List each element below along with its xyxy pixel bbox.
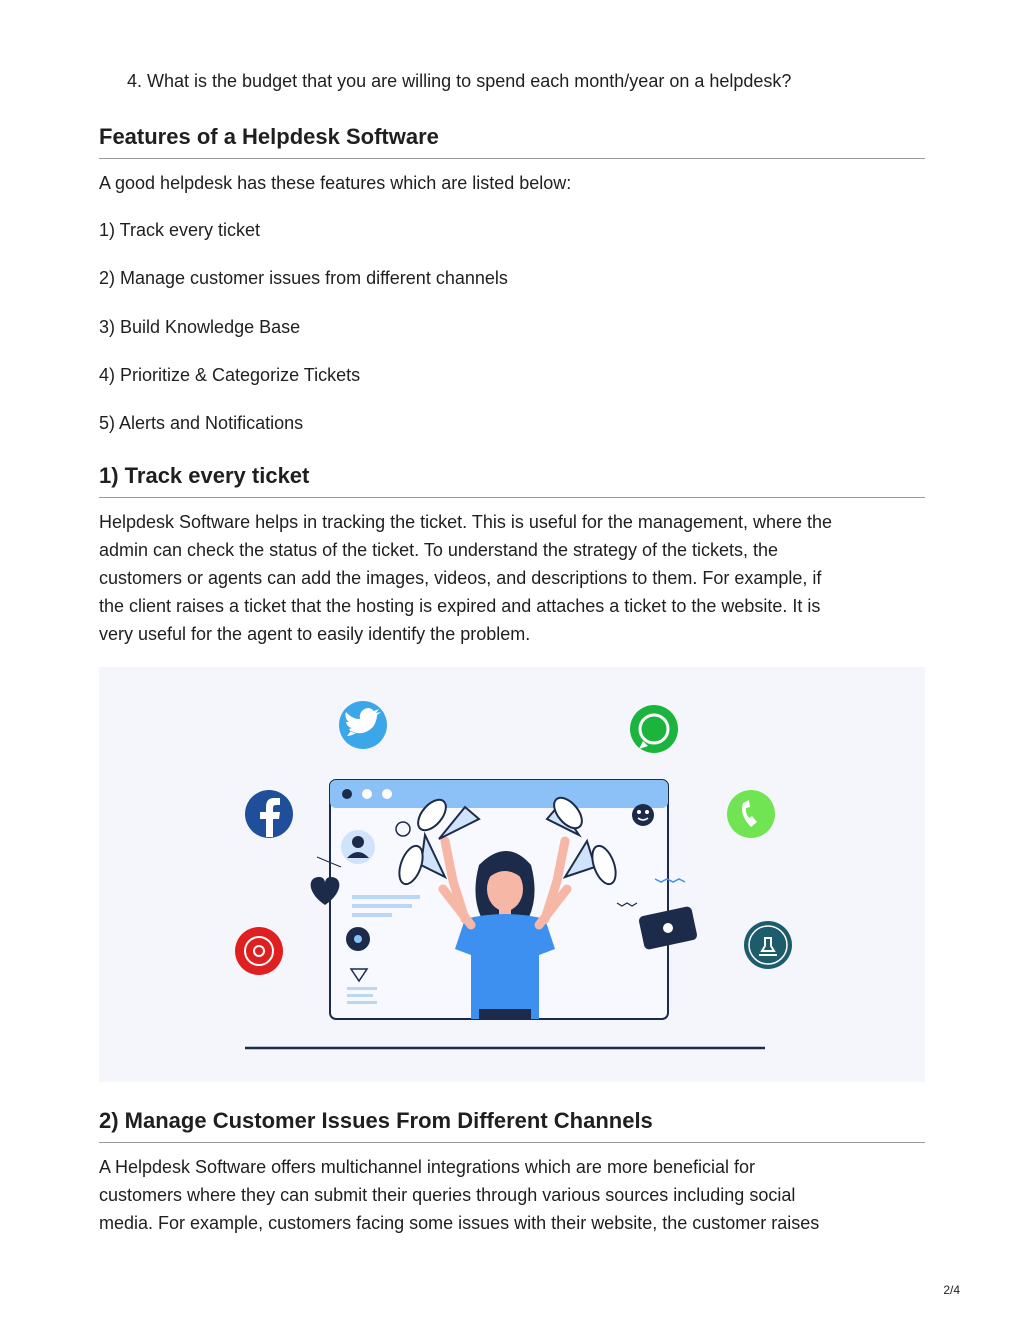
multichannel-illustration [99,667,925,1082]
question-4: 4. What is the budget that you are willing to spend each month/year on a helpdesk? [127,71,792,91]
window-dot [342,789,352,799]
section1-line: customers or agents can add the images, videos, and descriptions to them. For example, if [99,568,822,588]
section1-line: admin can check the status of the ticket. To understand the strategy of the tickets, the [99,540,779,560]
facebook-icon [245,790,293,838]
twitter-icon [339,701,387,749]
section2-line: media. For example, customers facing some issues with their website, the customer raises [99,1213,820,1233]
section1-paragraph [99,508,925,648]
feature-item-3: 3) Build Knowledge Base [99,317,301,337]
camera-icon [346,927,370,951]
features-heading: Features of a Helpdesk Software [99,124,925,159]
features-lead: A good helpdesk has these features which are listed below: [99,173,572,193]
section1-line: very useful for the agent to easily identify the problem. [99,624,531,644]
browser-titlebar [330,780,668,808]
feature-item-1: 1) Track every ticket [99,220,261,240]
section2-paragraph [99,1153,925,1237]
section1-line: the client raises a ticket that the hosting is expired and attaches a ticket to the website. It is [99,596,821,616]
whatsapp-icon [630,705,678,753]
feature-item-2: 2) Manage customer issues from different channels [99,268,508,288]
window-dot [382,789,392,799]
email-at-icon [235,927,283,975]
window-dot [362,789,372,799]
section2-line: customers where they can submit their queries through various sources including social [99,1185,796,1205]
feature-item-5: 5) Alerts and Notifications [99,413,304,433]
phone-icon [727,790,775,838]
section2-line: A Helpdesk Software offers multichannel integrations which are more beneficial for [99,1157,756,1177]
user-icon [341,830,375,864]
section2-heading: 2) Manage Customer Issues From Different Channels [99,1108,925,1143]
feature-item-4: 4) Prioritize & Categorize Tickets [99,365,361,385]
section1-heading: 1) Track every ticket [99,463,925,498]
stamp-icon [744,921,792,969]
emoji-icon [632,804,654,826]
section1-line: Helpdesk Software helps in tracking the ticket. This is useful for the management, where the [99,512,833,532]
illustration-svg [99,667,925,1082]
page-number: 2/4 [943,1283,960,1297]
